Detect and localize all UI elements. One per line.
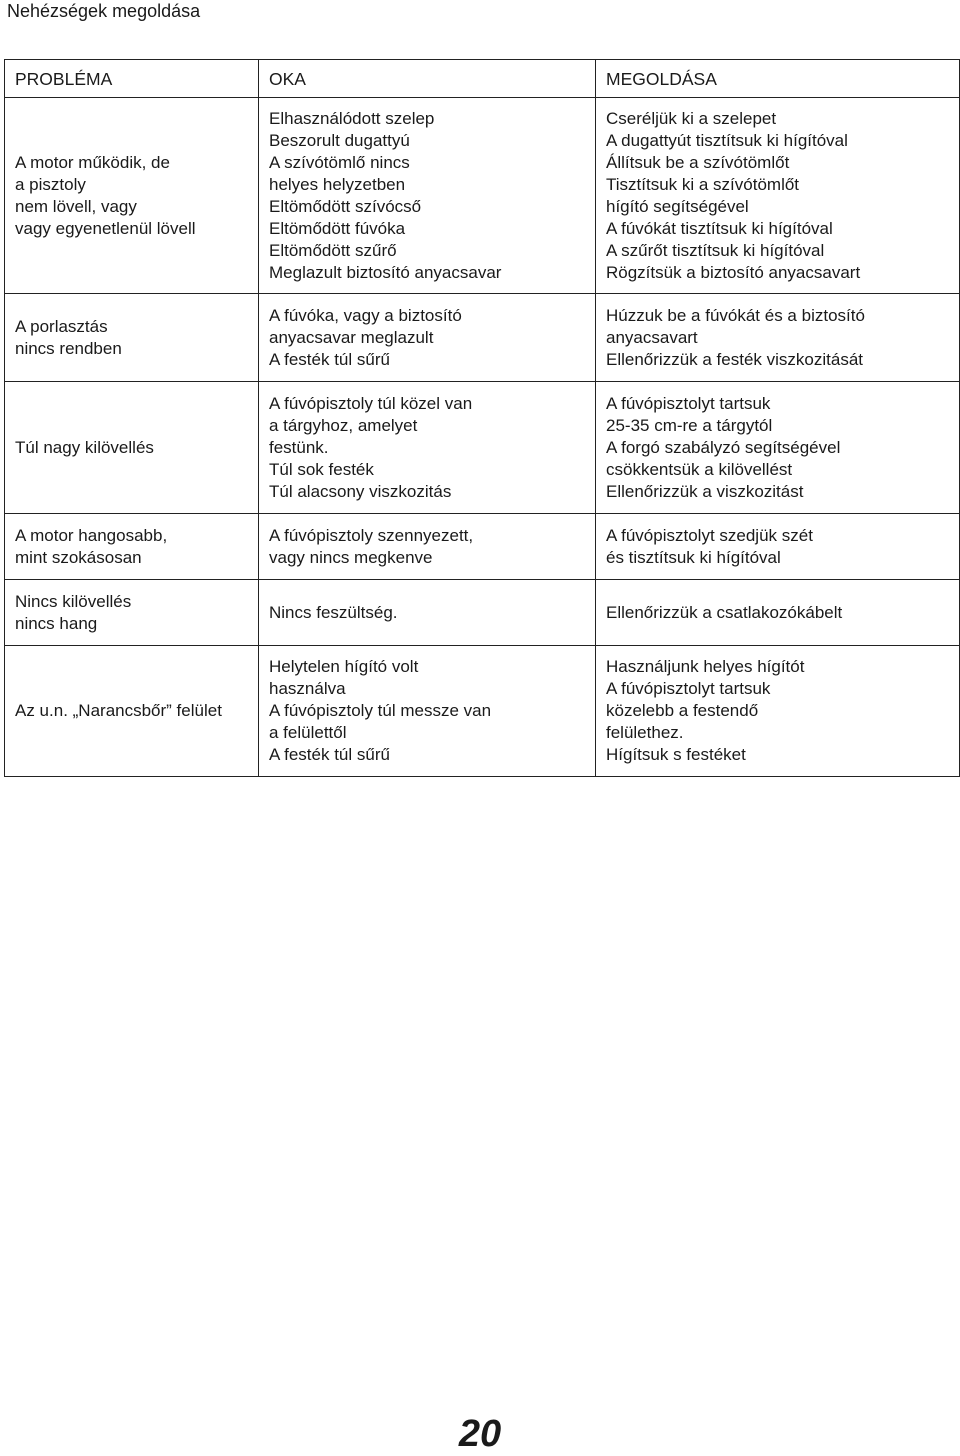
solution-text-line: Hígítsuk s festéket <box>606 745 746 764</box>
problem-cell <box>5 294 259 382</box>
solution-text-line: A fúvópisztolyt szedjük szét <box>606 525 813 545</box>
cause-text-line: festünk. <box>269 437 329 457</box>
problem-text-line: mint szokásosan <box>15 547 142 567</box>
table-row <box>5 646 960 777</box>
cause-text-line: A festék túl sűrű <box>269 745 390 764</box>
solution-text-line: Cseréljük ki a szelepet <box>606 108 777 128</box>
solution-text-line: A szűrőt tisztítsuk ki hígítóval <box>606 240 825 260</box>
table-row <box>5 514 960 580</box>
solution-text-line: Ellenőrizzük a csatlakozókábelt <box>606 602 843 622</box>
cause-text-line: A fúvóka, vagy a biztosító <box>269 305 462 325</box>
solution-cell <box>596 98 960 294</box>
cause-text-line: a felülettől <box>269 723 347 742</box>
solution-text-line: felülethez. <box>606 723 684 742</box>
problem-cell <box>5 382 259 514</box>
cause-cell <box>259 646 596 777</box>
cause-text-line: Eltömődött fúvóka <box>269 218 406 238</box>
cause-text-line: használva <box>269 679 346 698</box>
cause-text-line: Eltömődött szívócső <box>269 196 422 216</box>
cause-text-line: Beszorult dugattyú <box>269 130 410 150</box>
troubleshooting-table <box>4 59 960 777</box>
solution-text-line: csökkentsük a kilövellést <box>606 459 793 479</box>
problem-text-line: Az u.n. „Narancsbőr” felület <box>15 701 222 720</box>
solution-text-line: A forgó szabályzó segítségével <box>606 437 841 457</box>
solution-text-line: Húzzuk be a fúvókát és a biztosító <box>606 305 865 325</box>
table-row <box>5 580 960 646</box>
problem-text-line: nincs rendben <box>15 338 122 358</box>
cause-cell <box>259 514 596 580</box>
cause-text-line: Elhasználódott szelep <box>269 108 435 128</box>
cause-cell <box>259 382 596 514</box>
cause-text-line: Túl alacsony viszkozitás <box>269 481 452 501</box>
table-row <box>5 98 960 294</box>
table-header-row <box>5 60 960 98</box>
solution-text-line: hígító segítségével <box>606 196 749 216</box>
problem-cell <box>5 98 259 294</box>
solution-text-line: 25-35 cm-re a tárgytól <box>606 415 773 435</box>
cause-text-line: A fúvópisztoly túl közel van <box>269 393 473 413</box>
solution-text-line: A fúvópisztolyt tartsuk <box>606 679 771 698</box>
problem-cell <box>5 646 259 777</box>
problem-text-line: a pisztoly <box>15 174 86 194</box>
cause-text-line: A fúvópisztoly szennyezett, <box>269 525 474 545</box>
table-row <box>5 382 960 514</box>
column-header-solution: MEGOLDÁSA <box>596 60 960 98</box>
solution-text-line: Rögzítsük a biztosító anyacsavart <box>606 262 861 282</box>
problem-text-line: vagy egyenetlenül lövell <box>15 218 196 238</box>
solution-cell <box>596 514 960 580</box>
page-number: 20 <box>458 1413 502 1455</box>
solution-text-line: Tisztítsuk ki a szívótömlőt <box>606 174 800 194</box>
solution-text-line: Ellenőrizzük a viszkozitást <box>606 481 804 501</box>
solution-text-line: Használjunk helyes hígítót <box>606 657 805 676</box>
cause-cell <box>259 580 596 646</box>
solution-text-line: közelebb a festendő <box>606 701 759 720</box>
problem-cell <box>5 580 259 646</box>
cause-text-line: Helytelen hígító volt <box>269 657 419 676</box>
solution-text-line: A fúvópisztolyt tartsuk <box>606 393 771 413</box>
solution-cell <box>596 646 960 777</box>
solution-text-line: Ellenőrizzük a festék viszkozitását <box>606 349 863 369</box>
solution-cell <box>596 382 960 514</box>
cause-text-line: Túl sok festék <box>269 459 374 479</box>
cause-text-line: A fúvópisztoly túl messze van <box>269 701 492 720</box>
cause-text-line: anyacsavar meglazult <box>269 327 434 347</box>
cause-text-line: Meglazult biztosító anyacsavar <box>269 262 502 282</box>
cause-text-line: vagy nincs megkenve <box>269 547 433 567</box>
problem-text-line: A porlasztás <box>15 316 108 336</box>
solution-text-line: és tisztítsuk ki hígítóval <box>606 547 781 567</box>
solution-text-line: Állítsuk be a szívótömlőt <box>606 152 790 172</box>
problem-text-line: nem lövell, vagy <box>15 196 137 216</box>
cause-text-line: helyes helyzetben <box>269 174 406 194</box>
column-header-cause: OKA <box>259 60 596 98</box>
problem-text-line: Nincs kilövellés <box>15 591 132 611</box>
problem-text-line: A motor hangosabb, <box>15 525 168 545</box>
cause-text-line: A festék túl sűrű <box>269 349 390 369</box>
cause-text-line: a tárgyhoz, amelyet <box>269 415 418 435</box>
problem-cell <box>5 514 259 580</box>
cause-text-line: Eltömődött szűrő <box>269 240 397 260</box>
solution-text-line: A dugattyút tisztítsuk ki hígítóval <box>606 130 848 150</box>
cause-text-line: A szívótömlő nincs <box>269 152 410 172</box>
solution-text-line: A fúvókát tisztítsuk ki hígítóval <box>606 218 833 238</box>
solution-cell <box>596 580 960 646</box>
cause-cell <box>259 294 596 382</box>
problem-text-line: nincs hang <box>15 613 98 633</box>
column-header-problem: PROBLÉMA <box>5 60 259 98</box>
solution-cell <box>596 294 960 382</box>
problem-text-line: Túl nagy kilövellés <box>15 437 154 457</box>
table-row <box>5 294 960 382</box>
solution-text-line: anyacsavart <box>606 327 698 347</box>
cause-cell <box>259 98 596 294</box>
problem-text-line: A motor működik, de <box>15 152 170 172</box>
page-title: Nehézségek megoldása <box>7 1 201 21</box>
cause-text-line: Nincs feszültség. <box>269 602 398 622</box>
